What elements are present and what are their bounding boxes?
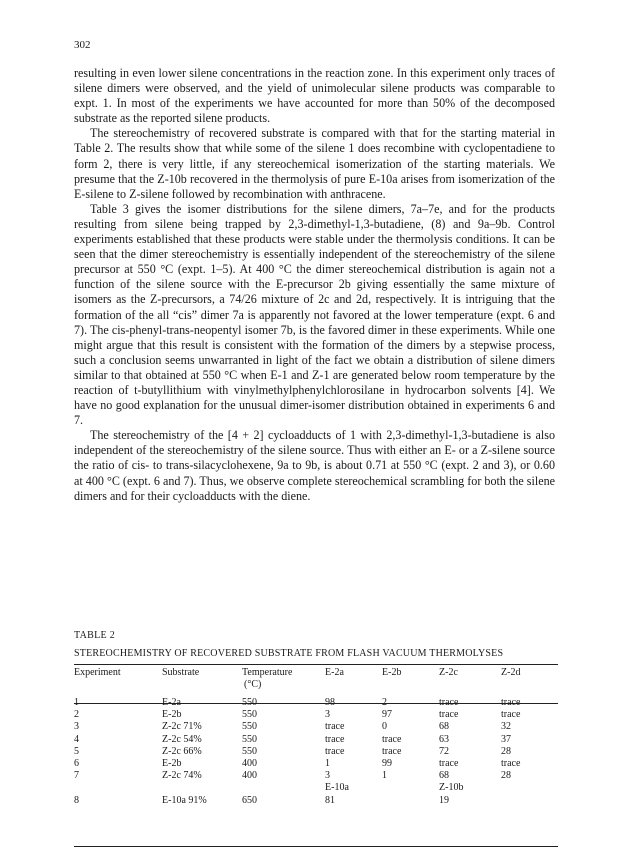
table-cell: Z-2c 74% [162,770,202,782]
table-cell: trace [439,758,459,770]
table-cell [501,795,558,807]
table-cell: trace [439,709,459,721]
table-cell: 550 [242,697,257,708]
paragraph-4: The stereochemistry of the [4 + 2] cycloadducts of 1 with 2,3-dimethyl-1,3-butadiene is also independent of the stereochemistry of the silene source. Thus with either an E- or a Z-silene source the ratio of cis- to trans-silacyclohexene, 9a to 9b, is about 0.71 at 550 °C (expt. 2 and 3), or 0.60 at 400 °C (expt. 6 and 7). Thus, we observe complete stereochemical scrambling for both the silene dimers and for their cycloadducts with the diene. [74,428,555,503]
table-row [74,758,558,770]
table-row [74,795,558,807]
table-cell: 19 [439,794,449,806]
table-cell: 6 [74,758,79,770]
header-temperature: Temperature [242,667,293,678]
table-row [74,721,558,733]
table-cell: trace [382,745,402,757]
header-cell: Substrate [162,667,200,678]
table-cell: trace [325,721,345,733]
table-cell: Z-2c 54% [162,733,202,745]
table-cell: 2 [382,697,387,708]
header-temperature-unit: (°C) [244,679,262,690]
table-cell: 400 [242,758,257,770]
table-cell: 28 [501,770,511,782]
table-row [74,709,558,721]
subheader-e-10a: E-10a [325,782,349,794]
table-cell: trace [439,697,459,708]
table-row [74,746,558,758]
table-cell: trace [501,709,521,721]
subheader-z-10b: Z-10b [439,782,464,794]
table-cell: trace [325,733,345,745]
table-subheader-row [74,782,558,794]
data-table [74,667,558,807]
table-cell: 550 [242,721,257,733]
table-cell: 81 [325,794,335,806]
table-label: TABLE 2 [74,630,116,641]
table-cell: 72 [439,745,449,757]
table-cell: 7 [74,770,79,782]
table-bottom-rule [74,846,558,847]
header-cell: E-2b [382,667,402,678]
body-text [74,66,555,504]
table-cell: 400 [242,770,257,782]
header-cell: Experiment [74,667,121,678]
table-cell: 98 [325,697,335,708]
header-cell: E-2a [325,667,344,678]
table-cell: 2 [74,709,79,721]
table-cell: E-10a 91% [162,794,207,806]
table-cell: E-2a [162,697,181,708]
table-cell: 5 [74,745,79,757]
table-cell: 3 [325,770,330,782]
table-top-rule [74,664,558,665]
header-cell: Z-2c [439,667,458,678]
table-cell: 550 [242,709,257,721]
table-cell: E-2b [162,709,182,721]
table-cell: 99 [382,758,392,770]
table-cell: 3 [325,709,330,721]
table-cell: 97 [382,709,392,721]
header-cell: Z-2d [501,667,521,678]
table-cell: 1 [382,770,387,782]
table-cell: 1 [74,697,79,708]
table-cell: 650 [242,794,257,806]
table-cell: 28 [501,745,511,757]
table-cell: Z-2c 71% [162,721,202,733]
table-cell: 1 [325,758,330,770]
table-cell: trace [382,733,402,745]
table-cell: 4 [74,733,79,745]
table-cell: 0 [382,721,387,733]
table-cell: 68 [439,770,449,782]
paragraph-2: The stereochemistry of recovered substrate is compared with that for the starting material in Table 2. The results show that while some of the silene 1 does recombine with cyclopentadiene to form 2, there is very little, if any stereochemical isomerization of the starting materials. We presume that the Z-10b recovered in the thermolysis of pure E-10a arises from isomerization of the E-silene to Z-silene followed by recombination with anthracene. [74,126,555,201]
table-row [74,770,558,782]
table-cell: 8 [74,794,79,806]
table-cell: trace [501,758,521,770]
table-cell: 63 [439,733,449,745]
table-row [74,734,558,746]
table-cell: 550 [242,745,257,757]
table-cell: 32 [501,721,511,733]
table-title: STEREOCHEMISTRY OF RECOVERED SUBSTRATE FROM FLASH VACUUM THERMOLYSES [74,648,504,659]
table-cell: 3 [74,721,79,733]
table-cell: 68 [439,721,449,733]
table-cell: 37 [501,733,511,745]
page-number: 302 [74,39,91,51]
header-cell [242,667,325,691]
table-row [74,691,558,709]
table-cell: trace [501,697,521,708]
paragraph-1: resulting in even lower silene concentrations in the reaction zone. In this experiment only traces of silene dimers were observed, and the yield of unimolecular silene products was comparable to expt. 1. In most of the experiments we have accounted for more than 50% of the decomposed substrate as the reported silene products. [74,66,555,126]
paragraph-3: Table 3 gives the isomer distributions for the silene dimers, 7a–7e, and for the products resulting from silene being trapped by 2,3-dimethyl-1,3-butadiene, (8) and 9a–9b. Control experiments established that these products were stable under the thermolysis conditions. It can be seen that the dimer stereochemistry is essentially independent of the stereochemistry of the silene precursor at 550 °C (expt. 1–5). At 400 °C the dimer stereochemical distribution is again not a function of the silene source with the E-precursor 2b giving essentially the same mixture of isomers as the Z-precursors, a 74/26 mixture of 2c and 2d, respectively. It is intriguing that the formation of the all “cis” dimer 7a is apparently not favored at the lower temperature (expt. 6 and 7). The cis-phenyl-trans-neopentyl isomer 7b, is the favored dimer in these experiments. While one might argue that this result is consistent with the formation of the dimers by a stepwise process, such a conclusion seems unwarranted in light of the fact we obtain a distribution of silene dimers similar to that obtained at 550 °C when E-1 and Z-1 are generated below room temperature by the reaction of t-butyllithium with vinylmethylphenylchlorosilane in hydrocarbon solvents [4]. We have no good explanation for the unusual dimer-isomer distribution obtained in experiments 6 and 7. [74,201,555,428]
table-cell: 550 [242,733,257,745]
table-cell [382,795,439,807]
table-cell: trace [325,745,345,757]
table-cell: Z-2c 66% [162,745,202,757]
table-cell: E-2b [162,758,182,770]
table-header-row [74,667,558,691]
